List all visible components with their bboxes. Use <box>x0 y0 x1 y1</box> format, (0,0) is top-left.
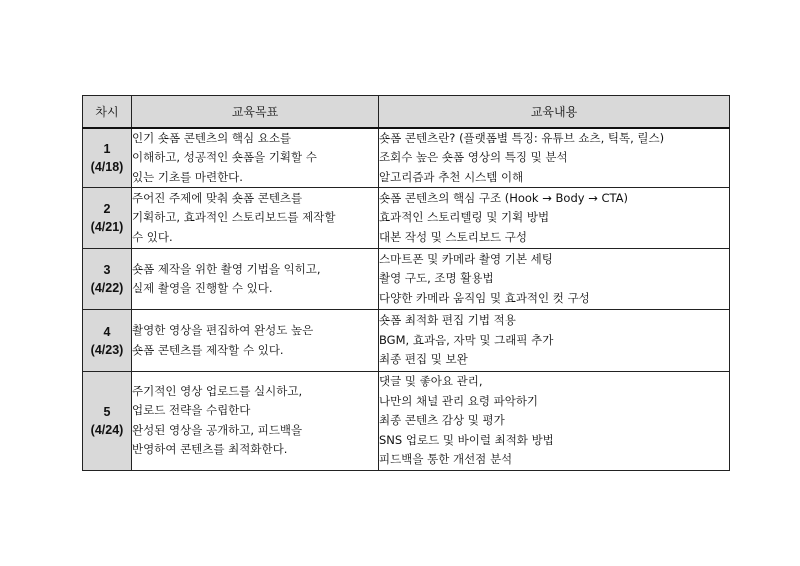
content-line: 다양한 카메라 움직임 및 효과적인 컷 구성 <box>379 290 590 305</box>
session-cell <box>83 310 132 372</box>
session-cell <box>83 128 132 188</box>
goal-line: 실제 촬영을 진행할 수 있다. <box>132 281 273 295</box>
curriculum-table <box>82 95 730 471</box>
table-row <box>83 372 730 471</box>
session-number: 4 <box>103 324 111 339</box>
goal-cell <box>132 310 379 372</box>
content-line: 촬영 구도, 조명 활용법 <box>379 271 494 286</box>
goal-line: 업로드 전략을 수립한다 <box>132 403 251 418</box>
goal-cell <box>132 249 379 310</box>
session-date: (4/18) <box>90 159 124 174</box>
content-line: 숏폼 최적화 편집 기법 적용 <box>379 313 516 328</box>
content-cell <box>379 128 730 188</box>
session-number: 5 <box>103 404 111 419</box>
session-cell <box>83 249 132 310</box>
goal-line: 숏폼 제작을 위한 촬영 기법을 익히고, <box>132 261 321 276</box>
session-date: (4/22) <box>90 281 124 295</box>
header-goal: 교육목표 <box>132 96 379 128</box>
session-date: (4/23) <box>90 342 124 357</box>
content-line: 알고리즘과 추천 시스템 이해 <box>379 169 524 184</box>
session-number: 3 <box>103 263 111 277</box>
session-cell <box>83 372 132 471</box>
content-cell <box>379 372 730 471</box>
session-number: 1 <box>103 141 111 156</box>
session-cell <box>83 188 132 249</box>
content-line: 나만의 채널 관리 요령 파악하기 <box>379 393 539 408</box>
table-row <box>83 249 730 310</box>
goal-cell <box>132 372 379 471</box>
goal-line: 주기적인 영상 업로드를 실시하고, <box>132 383 303 398</box>
goal-line: 촬영한 영상을 편집하여 완성도 높은 <box>132 323 314 337</box>
content-line: 효과적인 스토리텔링 및 기획 방법 <box>379 210 550 225</box>
goal-line: 수 있다. <box>132 229 173 244</box>
content-line: 스마트폰 및 카메라 촬영 기본 세팅 <box>379 251 553 266</box>
header-session: 차시 <box>83 96 132 128</box>
goal-line: 기획하고, 효과적인 스토리보드를 제작할 <box>132 210 336 225</box>
table-row <box>83 128 730 188</box>
content-line: 조회수 높은 숏폼 영상의 특징 및 분석 <box>379 150 568 164</box>
goal-line: 반영하여 콘텐츠를 최적화한다. <box>132 442 288 457</box>
header-content: 교육내용 <box>379 96 730 128</box>
content-line: 숏폼 콘텐츠의 핵심 구조 (Hook → Body → CTA) <box>379 190 629 205</box>
session-date: (4/24) <box>90 422 124 437</box>
table-row <box>83 188 730 249</box>
content-line: 피드백을 통한 개선점 분석 <box>379 452 513 466</box>
goal-line: 주어진 주제에 맞춰 숏폼 콘텐츠를 <box>132 190 303 205</box>
content-line: SNS 업로드 및 바이럴 최적화 방법 <box>379 432 554 447</box>
goal-cell <box>132 128 379 188</box>
content-line: 대본 작성 및 스토리보드 구성 <box>379 229 527 244</box>
goal-line: 인기 숏폼 콘텐츠의 핵심 요소를 <box>132 130 292 145</box>
table-row <box>83 310 730 372</box>
session-number: 2 <box>103 202 111 216</box>
table-body <box>83 128 730 471</box>
content-line: 최종 콘텐츠 감상 및 평가 <box>379 413 505 427</box>
content-cell <box>379 310 730 372</box>
goal-line: 완성된 영상을 공개하고, 피드백을 <box>132 422 303 437</box>
goal-cell <box>132 188 379 249</box>
content-cell <box>379 188 730 249</box>
content-line: 댓글 및 좋아요 관리, <box>379 374 483 388</box>
goal-line: 숏폼 콘텐츠를 제작할 수 있다. <box>132 342 284 357</box>
session-date: (4/21) <box>90 220 124 234</box>
content-line: 숏폼 콘텐츠란? (플랫폼별 특징: 유튜브 쇼츠, 틱톡, 릴스) <box>379 130 665 145</box>
content-cell <box>379 249 730 310</box>
goal-line: 있는 기초를 마련한다. <box>132 169 243 184</box>
table-header-row <box>83 96 730 128</box>
goal-line: 이해하고, 성공적인 숏폼을 기획할 수 <box>132 150 317 164</box>
content-line: BGM, 효과음, 자막 및 그래픽 추가 <box>379 332 554 347</box>
content-line: 최종 편집 및 보완 <box>379 352 468 367</box>
